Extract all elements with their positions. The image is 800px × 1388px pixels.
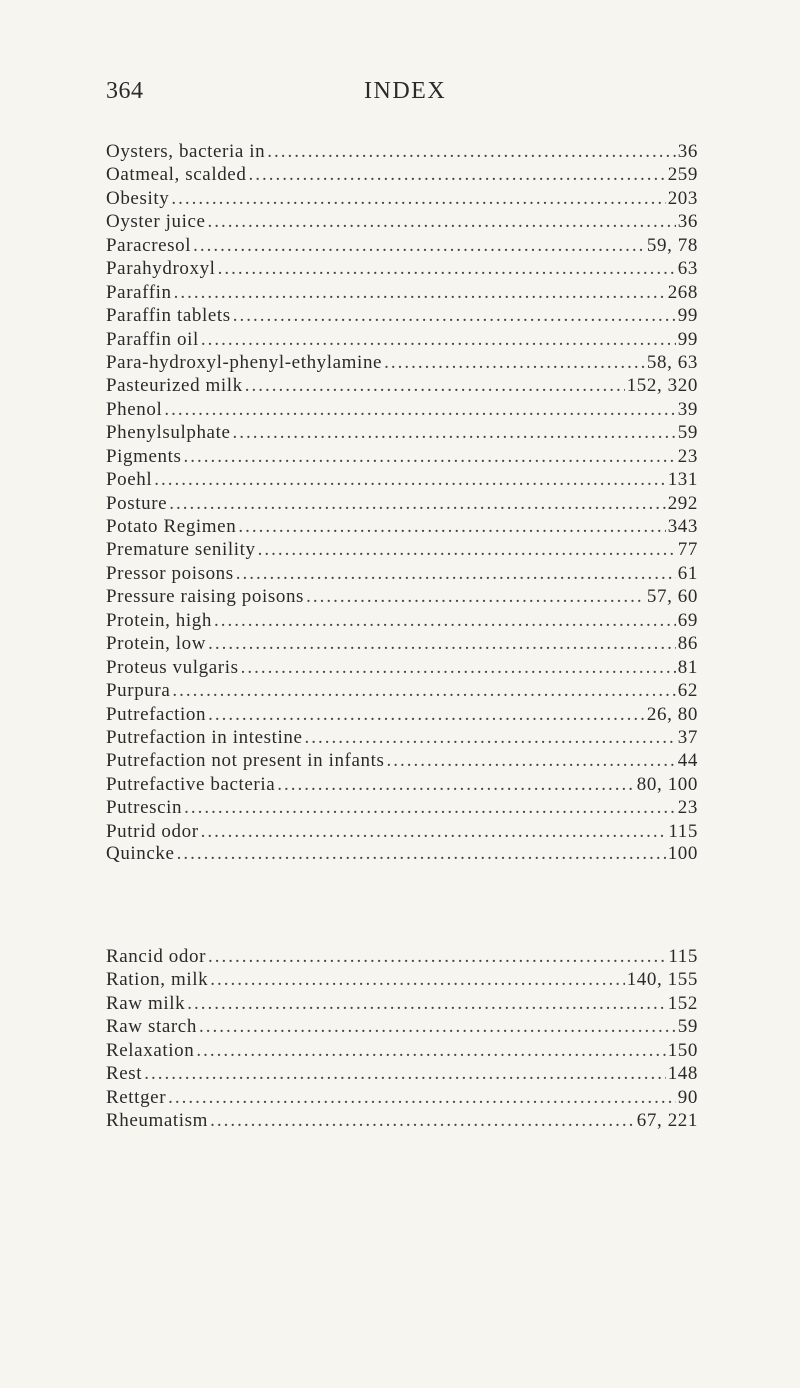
index-page-numbers: 115 [668, 820, 698, 842]
index-entry [106, 609, 698, 632]
index-entry [106, 796, 698, 819]
index-page-numbers: 62 [677, 680, 698, 702]
index-term: Pasteurized milk [106, 375, 243, 397]
index-page-numbers: 26, 80 [646, 703, 698, 725]
dot-leader [277, 773, 635, 796]
index-term: Pigments [106, 445, 182, 467]
dot-leader [184, 445, 676, 468]
index-term: Putrefaction in intestine [106, 726, 303, 748]
index-term: Putrefaction [106, 703, 207, 725]
index-term: Phenylsulphate [106, 422, 231, 444]
dot-leader [201, 820, 667, 843]
index-entry [106, 351, 698, 374]
index-term: Premature senility [106, 539, 256, 561]
index-page-numbers: 36 [677, 211, 698, 233]
index-page-numbers: 63 [677, 258, 698, 280]
index-page-numbers: 58, 63 [646, 351, 698, 373]
dot-leader [210, 1109, 635, 1132]
index-entry [106, 679, 698, 702]
index-term: Potato Regimen [106, 516, 237, 537]
dot-leader [241, 656, 676, 679]
dot-leader [384, 351, 645, 374]
dot-leader [233, 304, 676, 327]
index-page-numbers: 259 [667, 164, 698, 186]
index-page-numbers: 90 [677, 1086, 698, 1108]
dot-leader [201, 328, 676, 351]
index-entry [106, 468, 698, 491]
index-entry [106, 140, 698, 163]
index-page-numbers: 99 [677, 305, 698, 327]
index-term: Paraffin [106, 281, 172, 303]
index-entry [106, 421, 698, 444]
index-term: Paraffin oil [106, 328, 199, 350]
dot-leader [214, 609, 676, 632]
index-entry [106, 492, 698, 515]
index-entry [106, 304, 698, 327]
index-page-numbers: 67, 221 [636, 1110, 698, 1132]
index-entry [106, 515, 698, 538]
index-entry [106, 703, 698, 726]
index-entry [106, 538, 698, 561]
index-term: Relaxation [106, 1039, 195, 1061]
dot-leader [248, 163, 665, 186]
index-term: Protein, low [106, 633, 207, 655]
dot-leader [196, 1039, 665, 1062]
index-term: Paracresol [106, 234, 192, 256]
index-entry [106, 163, 698, 186]
index-page-numbers: 292 [667, 492, 698, 514]
index-page-numbers: 36 [677, 141, 698, 162]
index-entry [106, 234, 698, 257]
index-entry [106, 1062, 698, 1085]
index-page-numbers: 150 [667, 1039, 698, 1061]
index-entry [106, 1109, 698, 1132]
dot-leader [177, 842, 666, 865]
index-entry [106, 726, 698, 749]
index-entry [106, 445, 698, 468]
dot-leader [171, 187, 665, 210]
index-term: Oysters, bacteria in [106, 141, 266, 162]
index-page-numbers: 80, 100 [636, 773, 698, 795]
dot-leader [208, 210, 676, 233]
index-page-numbers: 343 [667, 516, 698, 537]
dot-leader [168, 1086, 676, 1109]
dot-leader [172, 679, 675, 702]
index-page-numbers: 23 [677, 797, 698, 819]
index-entry [106, 1086, 698, 1109]
index-page-numbers: 57, 60 [646, 586, 698, 608]
index-page-numbers: 59, 78 [646, 234, 698, 256]
index-entry [106, 328, 698, 351]
dot-leader [154, 468, 665, 491]
index-page-numbers: 99 [677, 328, 698, 350]
dot-leader [164, 398, 675, 421]
dot-leader [193, 234, 645, 257]
dot-leader [208, 945, 666, 968]
index-term: Pressure raising poisons [106, 586, 305, 608]
index-entry [106, 585, 698, 608]
dot-leader [144, 1062, 666, 1085]
dot-leader [174, 281, 666, 304]
index-term: Ration, milk [106, 969, 209, 991]
dot-leader [305, 726, 676, 749]
index-term: Rancid odor [106, 946, 206, 967]
index-page-numbers: 152 [667, 992, 698, 1014]
index-entry [106, 656, 698, 679]
index-page-numbers: 115 [668, 946, 698, 967]
index-page-numbers: 268 [667, 281, 698, 303]
index-entry [106, 632, 698, 655]
index-term: Poehl [106, 469, 153, 491]
index-entry [106, 842, 698, 865]
index-entry [106, 281, 698, 304]
index-term: Parahydroxyl [106, 258, 216, 280]
dot-leader [199, 1015, 676, 1038]
index-entry [106, 992, 698, 1015]
dot-leader [187, 992, 665, 1015]
index-term: Rheumatism [106, 1110, 209, 1132]
index-term: Putrefactive bacteria [106, 773, 276, 795]
index-page-numbers: 77 [677, 539, 698, 561]
page-header [106, 78, 698, 108]
index-term: Para-hydroxyl-phenyl-ethylamine [106, 351, 383, 373]
dot-leader [210, 968, 624, 991]
index-entry [106, 257, 698, 280]
index-term: Obesity [106, 187, 170, 209]
index-term: Putrefaction not present in infants [106, 750, 385, 772]
index-entry [106, 1039, 698, 1062]
index-entry [106, 749, 698, 772]
index-entry [106, 187, 698, 210]
dot-leader [218, 257, 676, 280]
index-entry [106, 945, 698, 968]
index-entry [106, 773, 698, 796]
dot-leader [238, 515, 665, 538]
index-term: Oyster juice [106, 211, 206, 233]
index-term: Putrid odor [106, 820, 199, 842]
dot-leader [233, 421, 676, 444]
index-term: Raw starch [106, 1016, 197, 1038]
index-term: Paraffin tablets [106, 305, 231, 327]
index-term: Rest [106, 1063, 143, 1085]
dot-leader [169, 492, 665, 515]
index-page-numbers: 203 [667, 187, 698, 209]
dot-leader [267, 140, 676, 163]
dot-leader [258, 538, 676, 561]
index-page-numbers: 81 [677, 656, 698, 678]
index-term: Oatmeal, scalded [106, 164, 247, 186]
dot-leader [236, 562, 676, 585]
index-entry [106, 820, 698, 843]
page-title: INDEX [364, 78, 447, 104]
index-term: Raw milk [106, 992, 186, 1014]
index-term: Protein, high [106, 609, 212, 631]
index-term: Phenol [106, 398, 163, 420]
index-term: Purpura [106, 680, 171, 702]
index-page-numbers: 86 [677, 633, 698, 655]
index-entry [106, 562, 698, 585]
index-term: Proteus vulgaris [106, 656, 239, 678]
index-entry [106, 398, 698, 421]
index-page-numbers: 37 [677, 726, 698, 748]
index-section-r [106, 945, 698, 1133]
index-page-numbers: 23 [677, 445, 698, 467]
index-page-numbers: 39 [677, 398, 698, 420]
index-page-numbers: 59 [677, 1016, 698, 1038]
index-page-numbers: 152, 320 [626, 375, 698, 397]
index-entry [106, 968, 698, 991]
index-term: Posture [106, 492, 168, 514]
index-page-numbers: 140, 155 [626, 969, 698, 991]
index-page-numbers: 100 [667, 843, 698, 864]
index-page-numbers: 61 [677, 562, 698, 584]
index-term: Rettger [106, 1086, 167, 1108]
index-page-numbers: 148 [667, 1063, 698, 1085]
page-number: 364 [106, 78, 144, 104]
index-term: Putrescin [106, 797, 183, 819]
dot-leader [306, 585, 645, 608]
dot-leader [184, 796, 676, 819]
dot-leader [387, 749, 676, 772]
dot-leader [208, 632, 676, 655]
index-section-o-p [106, 140, 698, 843]
index-entry [106, 1015, 698, 1038]
index-entry [106, 374, 698, 397]
index-term: Pressor poisons [106, 562, 234, 584]
index-page-numbers: 131 [667, 469, 698, 491]
index-section-q [106, 842, 698, 865]
dot-leader [208, 703, 645, 726]
index-page-numbers: 59 [677, 422, 698, 444]
index-page-numbers: 69 [677, 609, 698, 631]
dot-leader [245, 374, 625, 397]
index-entry [106, 210, 698, 233]
index-term: Quincke [106, 843, 175, 864]
index-page-numbers: 44 [677, 750, 698, 772]
